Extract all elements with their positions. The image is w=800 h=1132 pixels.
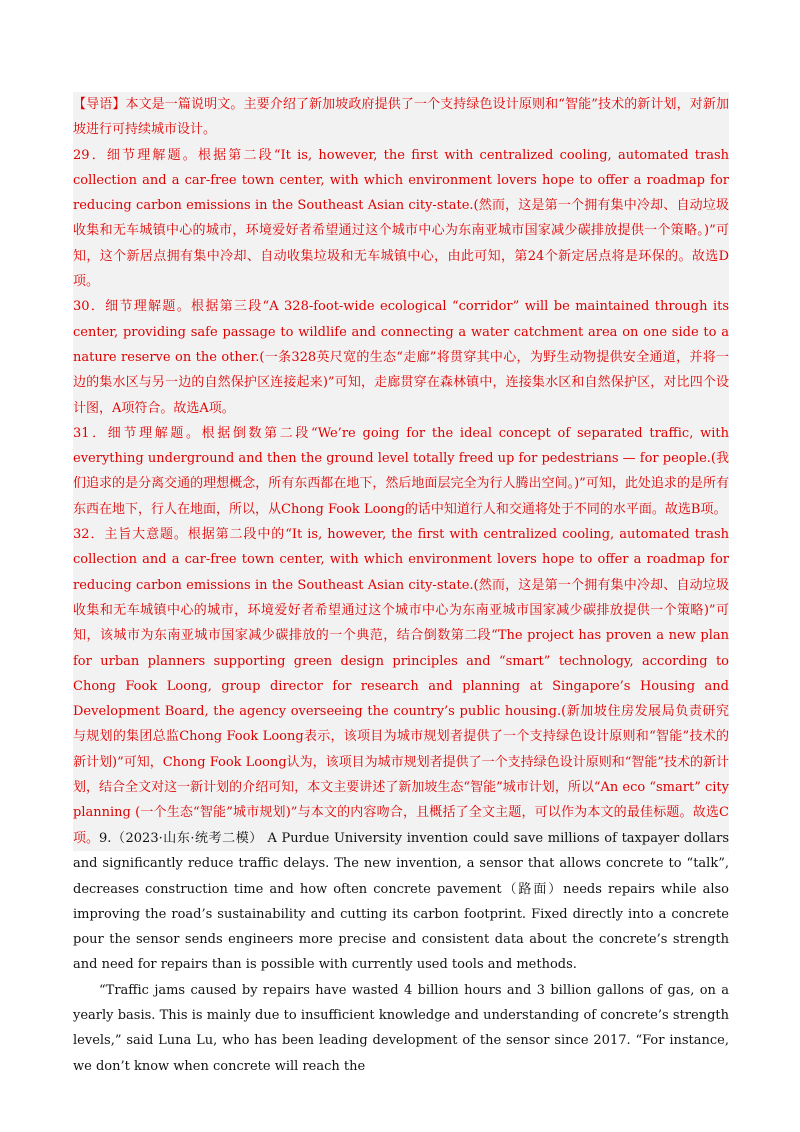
reading-passage	[73, 826, 729, 1079]
answer-31-paragraph: 31．细节理解题。根据倒数第二段“We’re going for the ideal concept of separated traffic, with everything underground and then the ground level totally freed up for pedestrians — for people.(我们追求的是分离交通的理想概念，所有东西都在地下，然后地面层完全为行人腾出空间。)”可知，此处追求的是所有东西在地下，行人在地面，所以，从Chong Fook Loong的话中知道行人和交通将处于不同的水平面。故选B项。	[73, 425, 729, 517]
intro-paragraph: 【导语】本文是一篇说明文。主要介绍了新加坡政府提供了一个支持绿色设计原则和“智能”技术的新计划，对新加坡进行可持续城市设计。	[73, 97, 729, 138]
passage-paragraph-2: “Traffic jams caused by repairs have wasted 4 billion hours and 3 billion gallons of gas, on a yearly basis. This is mainly due to insufficient knowledge and understanding of concrete’s strength levels,” said Luna Lu, who has been leading development of the sensor since 2017. “For instance, we don’t know when concrete will reach the	[73, 982, 729, 1074]
answer-explanation-block	[73, 92, 729, 851]
answer-32-paragraph: 32．主旨大意题。根据第二段中的“It is, however, the first with centralized cooling, automated trash collection and a car-free town center, with which environment lovers hope to offer a roadmap for reducing carbon emissions in the Southeast Asian city-state.(然而，这是第一个拥有集中冷却、自动垃圾收集和无车城镇中心的城市，环境爱好者希望通过这个城市中心为东南亚城市国家减少碳排放提供一个策略)”可知，该城市为东南亚城市国家减少碳排放的一个典范，结合倒数第二段“The project has proven a new plan for urban planners supporting green design principles and “smart” technology, according to Chong Fook Loong, group director for research and planning at Singapore’s Housing and Development Board, the agency overseeing the country’s public housing.(新加坡住房发展局负责研究与规划的集团总监Chong Fook Loong表示，该项目为城市规划者提供了一个支持绿色设计原则和“智能”技术的新计划)”可知，Chong Fook Loong认为，该项目为城市规划者提供了一个支持绿色设计原则和“智能”技术的新计划，结合全文对这一新计划的介绍可知，本文主要讲述了新加坡生态“智能”城市计划，所以“An eco “smart” city planning (一个生态“智能”城市规划)”与本文的内容吻合，且概括了全文主题，可以作为本文的最佳标题。故选C项。	[73, 527, 729, 846]
answer-29-paragraph: 29．细节理解题。根据第二段“It is, however, the first with centralized cooling, automated trash collection and a car-free town center, with which environment lovers hope to offer a roadmap for reducing carbon emissions in the Southeast Asian city-state.(然而，这是第一个拥有集中冷却、自动垃圾收集和无车城镇中心的城市，环境爱好者希望通过这个城市中心为东南亚城市国家减少碳排放提供一个策略。)”可知，这个新居点拥有集中冷却、自动收集垃圾和无车城镇中心，由此可知，第24个新定居点将是环保的。故选D项。	[73, 147, 729, 290]
answer-30-paragraph: 30．细节理解题。根据第三段“A 328-foot-wide ecological “corridor” will be maintained through its center, providing safe passage to wildlife and connecting a water catchment area on one side to a nature reserve on the other.(一条328英尺宽的生态“走廊”将贯穿其中心，为野生动物提供安全通道，并将一边的集水区与另一边的自然保护区连接起来)”可知，走廊贯穿在森林镇中，连接集水区和自然保护区，对比四个设计图，A项符合。故选A项。	[73, 299, 729, 416]
passage-paragraph-1: 9.（2023·山东·统考二模） A Purdue University invention could save millions of taxpayer dollars and significantly reduce traffic delays. The new invention, a sensor that allows concrete to “talk”, decreases construction time and how often concrete pavement（路面）needs repairs while also improving the road’s sustainability and cutting its carbon footprint. Fixed directly into a concrete pour the sensor sends engineers more precise and consistent data about the concrete’s strength and need for repairs than is possible with currently used tools and methods.	[73, 831, 729, 973]
